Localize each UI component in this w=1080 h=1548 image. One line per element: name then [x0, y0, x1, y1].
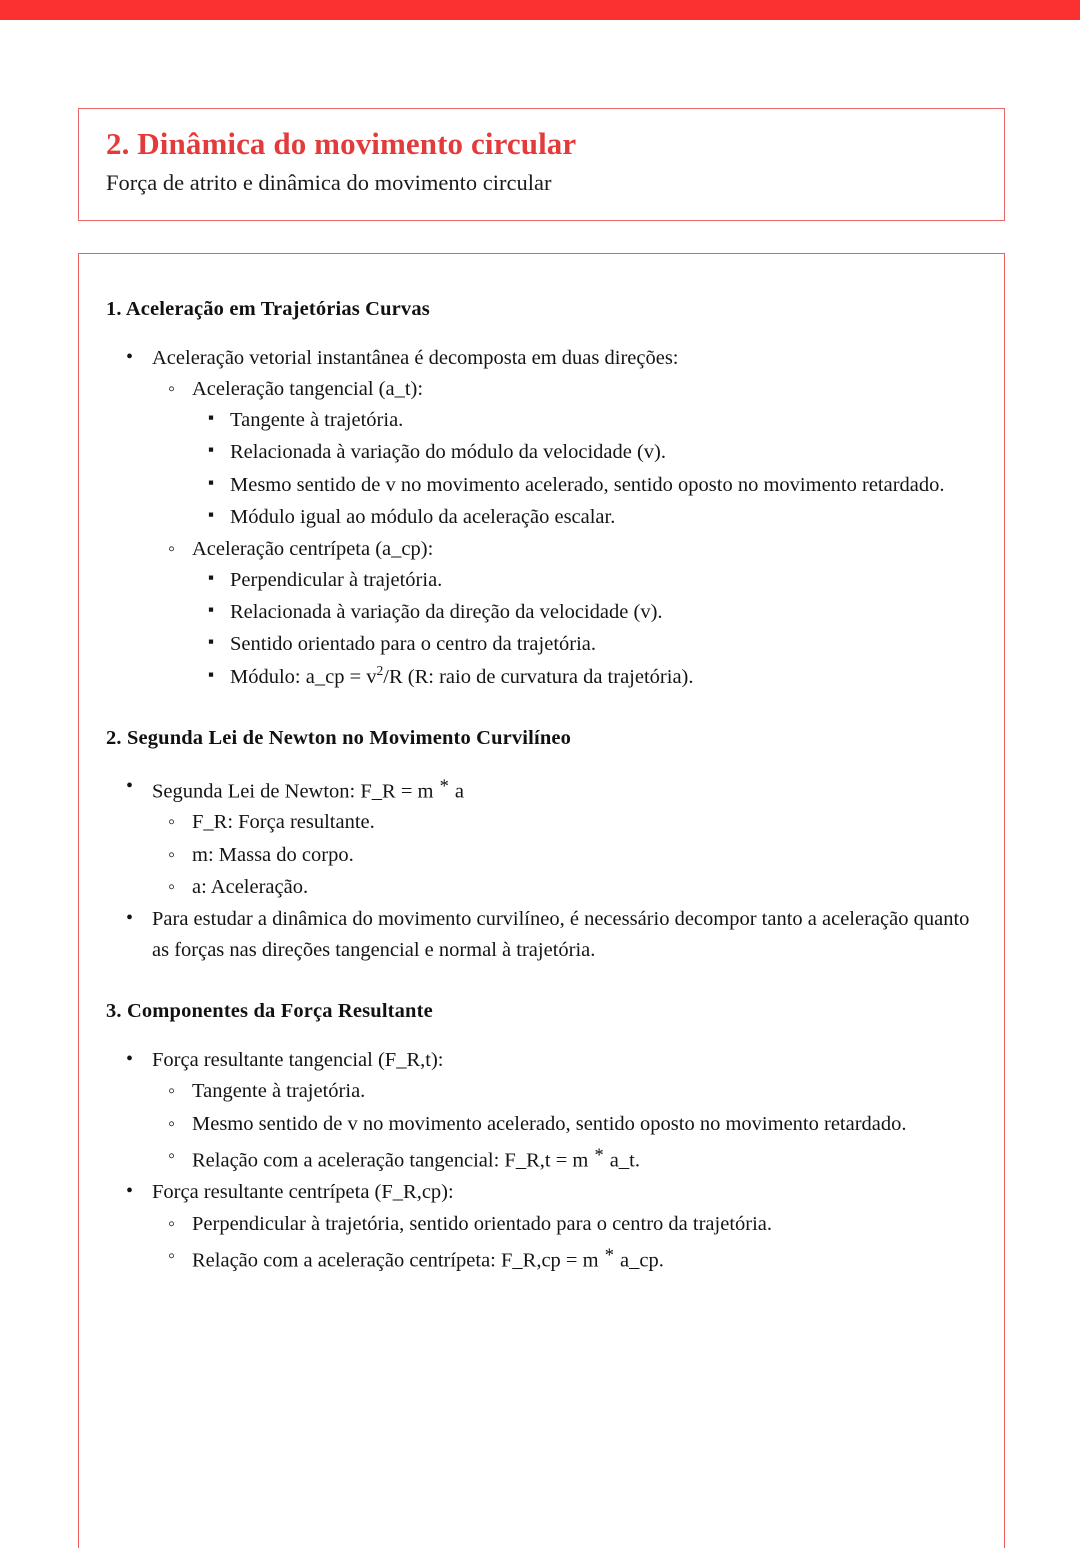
list-item	[192, 437, 978, 468]
list-item-text: Módulo igual ao módulo da aceleração escalar.	[230, 505, 616, 528]
section-3-list	[106, 1045, 978, 1276]
list-item	[106, 1177, 978, 1276]
list-item-text: Aceleração tangencial (a_t):	[192, 378, 424, 401]
list-item-text: Para estudar a dinâmica do movimento curvilíneo, é necessário decompor tanto a aceleração quanto as forças nas direções tangencial e normal à trajetória.	[152, 907, 970, 962]
section-1-subsublist-tangencial	[192, 405, 978, 533]
list-item-text: a: Aceleração.	[192, 875, 309, 898]
section-1-list	[106, 343, 978, 693]
list-item-text: Tangente à trajetória.	[230, 409, 404, 432]
list-item-text: Perpendicular à trajetória.	[230, 569, 443, 592]
formula-suffix: a_cp.	[614, 1249, 664, 1272]
list-item	[192, 565, 978, 596]
list-item	[106, 343, 978, 693]
formula-suffix: a	[449, 780, 465, 803]
list-item-text: Força resultante tangencial (F_R,t):	[152, 1049, 444, 1072]
list-item-text: Mesmo sentido de v no movimento acelerado, sentido oposto no movimento retardado.	[230, 473, 945, 496]
formula-prefix: Relação com a aceleração centrípeta: F_R,cp = m	[192, 1249, 604, 1272]
asterisk-operator: *	[604, 1244, 614, 1265]
formula-exponent: 2	[376, 662, 384, 678]
section-2-sublist	[152, 807, 978, 902]
list-item	[192, 470, 978, 501]
formula-prefix: Módulo: a_cp = v	[230, 665, 377, 688]
list-item	[152, 374, 978, 533]
list-item-formula	[192, 662, 978, 693]
list-item	[192, 405, 978, 436]
list-item	[152, 1109, 978, 1140]
document-header-box	[78, 108, 1005, 221]
top-red-bar	[0, 0, 1080, 20]
section-3-sublist-centripeta	[152, 1209, 978, 1277]
list-item-text: Tangente à trajetória.	[192, 1080, 366, 1103]
list-item-formula	[106, 772, 978, 903]
list-item	[106, 1045, 978, 1176]
list-item	[152, 534, 978, 693]
list-item-text: Perpendicular à trajetória, sentido orientado para o centro da trajetória.	[192, 1212, 773, 1235]
section-heading-3: 3. Componentes da Força Resultante	[106, 1000, 433, 1023]
list-item	[106, 904, 978, 966]
section-1-subsublist-centripeta	[192, 565, 978, 693]
list-item-text: Aceleração vetorial instantânea é decomposta em duas direções:	[152, 347, 679, 369]
list-item-text: m: Massa do corpo.	[192, 843, 354, 866]
list-item	[152, 840, 978, 871]
asterisk-operator: *	[439, 775, 449, 796]
list-item	[192, 597, 978, 628]
list-item	[192, 502, 978, 533]
page-subtitle: Força de atrito e dinâmica do movimento circular	[106, 169, 552, 195]
list-item-formula	[152, 1141, 978, 1177]
list-item-formula	[152, 1241, 978, 1277]
list-item-text: Aceleração centrípeta (a_cp):	[192, 537, 434, 560]
section-2-list	[106, 772, 978, 966]
list-item	[152, 872, 978, 903]
list-item-text: Força resultante centrípeta (F_R,cp):	[152, 1181, 454, 1204]
list-item	[152, 1076, 978, 1107]
list-item-text: Sentido orientado para o centro da trajetória.	[230, 633, 597, 656]
formula-suffix: a_t.	[604, 1149, 640, 1172]
section-1-sublist	[152, 374, 978, 693]
list-item	[152, 1209, 978, 1240]
section-3-sublist-tangencial	[152, 1076, 978, 1176]
list-item-text: Relacionada à variação da direção da velocidade (v).	[230, 601, 663, 624]
section-heading-1: 1. Aceleração em Trajetórias Curvas	[106, 298, 430, 320]
list-item-text: Relacionada à variação do módulo da velocidade (v).	[230, 441, 667, 464]
document-content-box	[78, 253, 1005, 1548]
formula-prefix: Relação com a aceleração tangencial: F_R,t = m	[192, 1149, 594, 1172]
list-item	[192, 629, 978, 660]
page-title: 2. Dinâmica do movimento circular	[106, 126, 577, 161]
list-item-text: Mesmo sentido de v no movimento acelerado, sentido oposto no movimento retardado.	[192, 1112, 907, 1135]
asterisk-operator: *	[594, 1144, 604, 1165]
list-item-text: F_R: Força resultante.	[192, 811, 375, 834]
list-item	[152, 807, 978, 838]
formula-prefix: Segunda Lei de Newton: F_R = m	[152, 780, 439, 803]
section-heading-2: 2. Segunda Lei de Newton no Movimento Curvilíneo	[106, 726, 572, 749]
formula-suffix: /R (R: raio de curvatura da trajetória).	[383, 665, 694, 688]
